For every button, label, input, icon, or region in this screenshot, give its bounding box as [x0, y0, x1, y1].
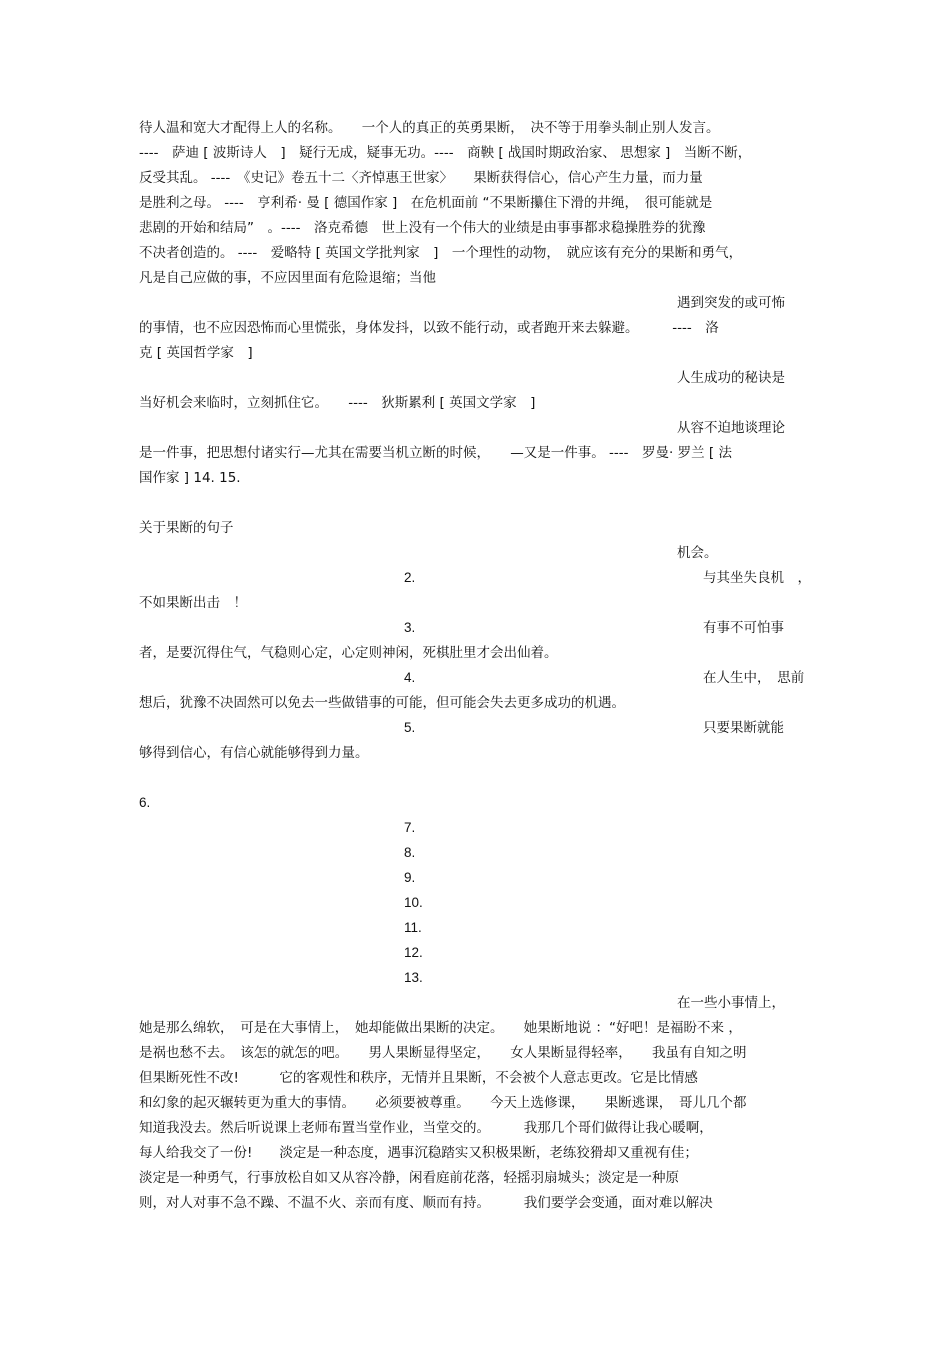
list-item-number: 7. — [404, 820, 416, 835]
list-item-number: 9. — [404, 870, 416, 885]
text-line: 凡是自己应做的事，不应因里面有危险退缩；当他 — [139, 270, 436, 286]
list-item-number: 6. — [139, 795, 151, 810]
paragraph-lead: 在一些小事情上， — [677, 995, 785, 1011]
list-item-number: 10. — [404, 895, 423, 910]
text-line: 淡定是一种勇气，行事放松自如又从容冷静，闲看庭前花落，轻摇羽扇城头；淡定是一种原 — [139, 1170, 679, 1186]
paragraph-lead: 遇到突发的或可怖 — [677, 295, 785, 311]
text-line: 是祸也愁不去。 该怎的就怎的吧。 男人果断显得坚定， 女人果断显得轻率， 我虽有自知之明 — [139, 1045, 747, 1061]
text-line: 她是那么绵软， 可是在大事情上， 她却能做出果断的决定。 她果断地说 ：“好吧！是福盼不来 ， — [139, 1020, 742, 1036]
text-line: 不决者创造的。 ---- 爱略特 [ 英国文学批判家 ] 一个理性的动物， 就应该有充分的果断和勇气， — [139, 245, 743, 261]
list-item-continuation: 不如果断出击 ！ — [139, 595, 247, 611]
list-item-number: 12. — [404, 945, 423, 960]
list-item-number: 11. — [404, 920, 422, 935]
paragraph-lead: 人生成功的秘诀是 — [677, 370, 785, 386]
list-item-continuation: 想后，犹豫不决固然可以免去一些做错事的可能，但可能会失去更多成功的机遇。 — [139, 695, 625, 711]
list-item-number: 13. — [404, 970, 423, 985]
text-line: 当好机会来临时，立刻抓住它。 ---- 狄斯累利 [ 英国文学家 ] — [139, 395, 536, 411]
text-line: 则，对人对事不急不躁、不温不火、亲而有度、顺而有持。 我们要学会变通，面对难以解决 — [139, 1195, 713, 1211]
text-line: 国作家 ] 14. 15. — [139, 470, 241, 486]
text-line: 知道我没去。然后听说课上老师布置当堂作业，当堂交的。 我那几个哥们做得让我心暖啊， — [139, 1120, 713, 1136]
text-line: 但果断死性不改! 它的客观性和秩序，无情并且果断，不会被个人意志更改。它是比情感 — [139, 1070, 698, 1086]
text-line: 反受其乱。 ---- 《史记》卷五十二〈齐悼惠王世家〉 果断获得信心，信心产生力量，而力量 — [139, 170, 703, 186]
list-item-continuation: 够得到信心，有信心就能够得到力量。 — [139, 745, 369, 761]
text-line: 每人给我交了一份! 淡定是一种态度，遇事沉稳踏实又积极果断，老练狡猾却又重视有佳； — [139, 1145, 698, 1161]
text-line: 是一件事，把思想付诸实行—尤其在需要当机立断的时候， —又是一件事。 ---- 罗曼· 罗兰 [ 法 — [139, 445, 732, 461]
list-item-text: 与其坐失良机 ， — [703, 570, 811, 586]
section-title: 关于果断的句子 — [139, 520, 234, 536]
list-item-tail: 机会。 — [677, 545, 718, 561]
text-line: 克 [ 英国哲学家 ] — [139, 345, 253, 361]
text-line: 的事情，也不应因恐怖而心里慌张，身体发抖，以致不能行动，或者跑开来去躲避。 ---- 洛 — [139, 320, 719, 336]
text-line: 和幻象的起灭辗转更为重大的事情。 必须要被尊重。 今天上选修课， 果断逃课， 哥儿几个都 — [139, 1095, 747, 1111]
list-item-number: 8. — [404, 845, 416, 860]
text-line: 悲剧的开始和结局” 。---- 洛克希德 世上没有一个伟大的业绩是由事事都求稳操胜券的犹豫 — [139, 220, 706, 236]
list-item-continuation: 者，是要沉得住气，气稳则心定，心定则神闲，死棋肚里才会出仙着。 — [139, 645, 558, 661]
paragraph-lead: 从容不迫地谈理论 — [677, 420, 785, 436]
list-item-number: 4. — [404, 670, 416, 685]
list-item-text: 在人生中， 思前 — [703, 670, 805, 686]
list-item-text: 有事不可怕事 — [703, 620, 784, 636]
list-item-text: 只要果断就能 — [703, 720, 784, 736]
list-item-number: 5. — [404, 720, 416, 735]
list-item-number: 3. — [404, 620, 416, 635]
text-line: 待人温和宽大才配得上人的名称。 一个人的真正的英勇果断， 决不等于用拳头制止别人发言。 — [139, 120, 720, 136]
list-item-number: 2. — [404, 570, 416, 585]
text-line: 是胜利之母。 ---- 亨利希· 曼 [ 德国作家 ] 在危机面前 “不果断攥住下滑的井绳， 很可能就是 — [139, 195, 713, 211]
text-line: ---- 萨迪 [ 波斯诗人 ] 疑行无成，疑事无功。---- 商鞅 [ 战国时期政治家、 思想家 ] 当断不断， — [139, 145, 752, 161]
